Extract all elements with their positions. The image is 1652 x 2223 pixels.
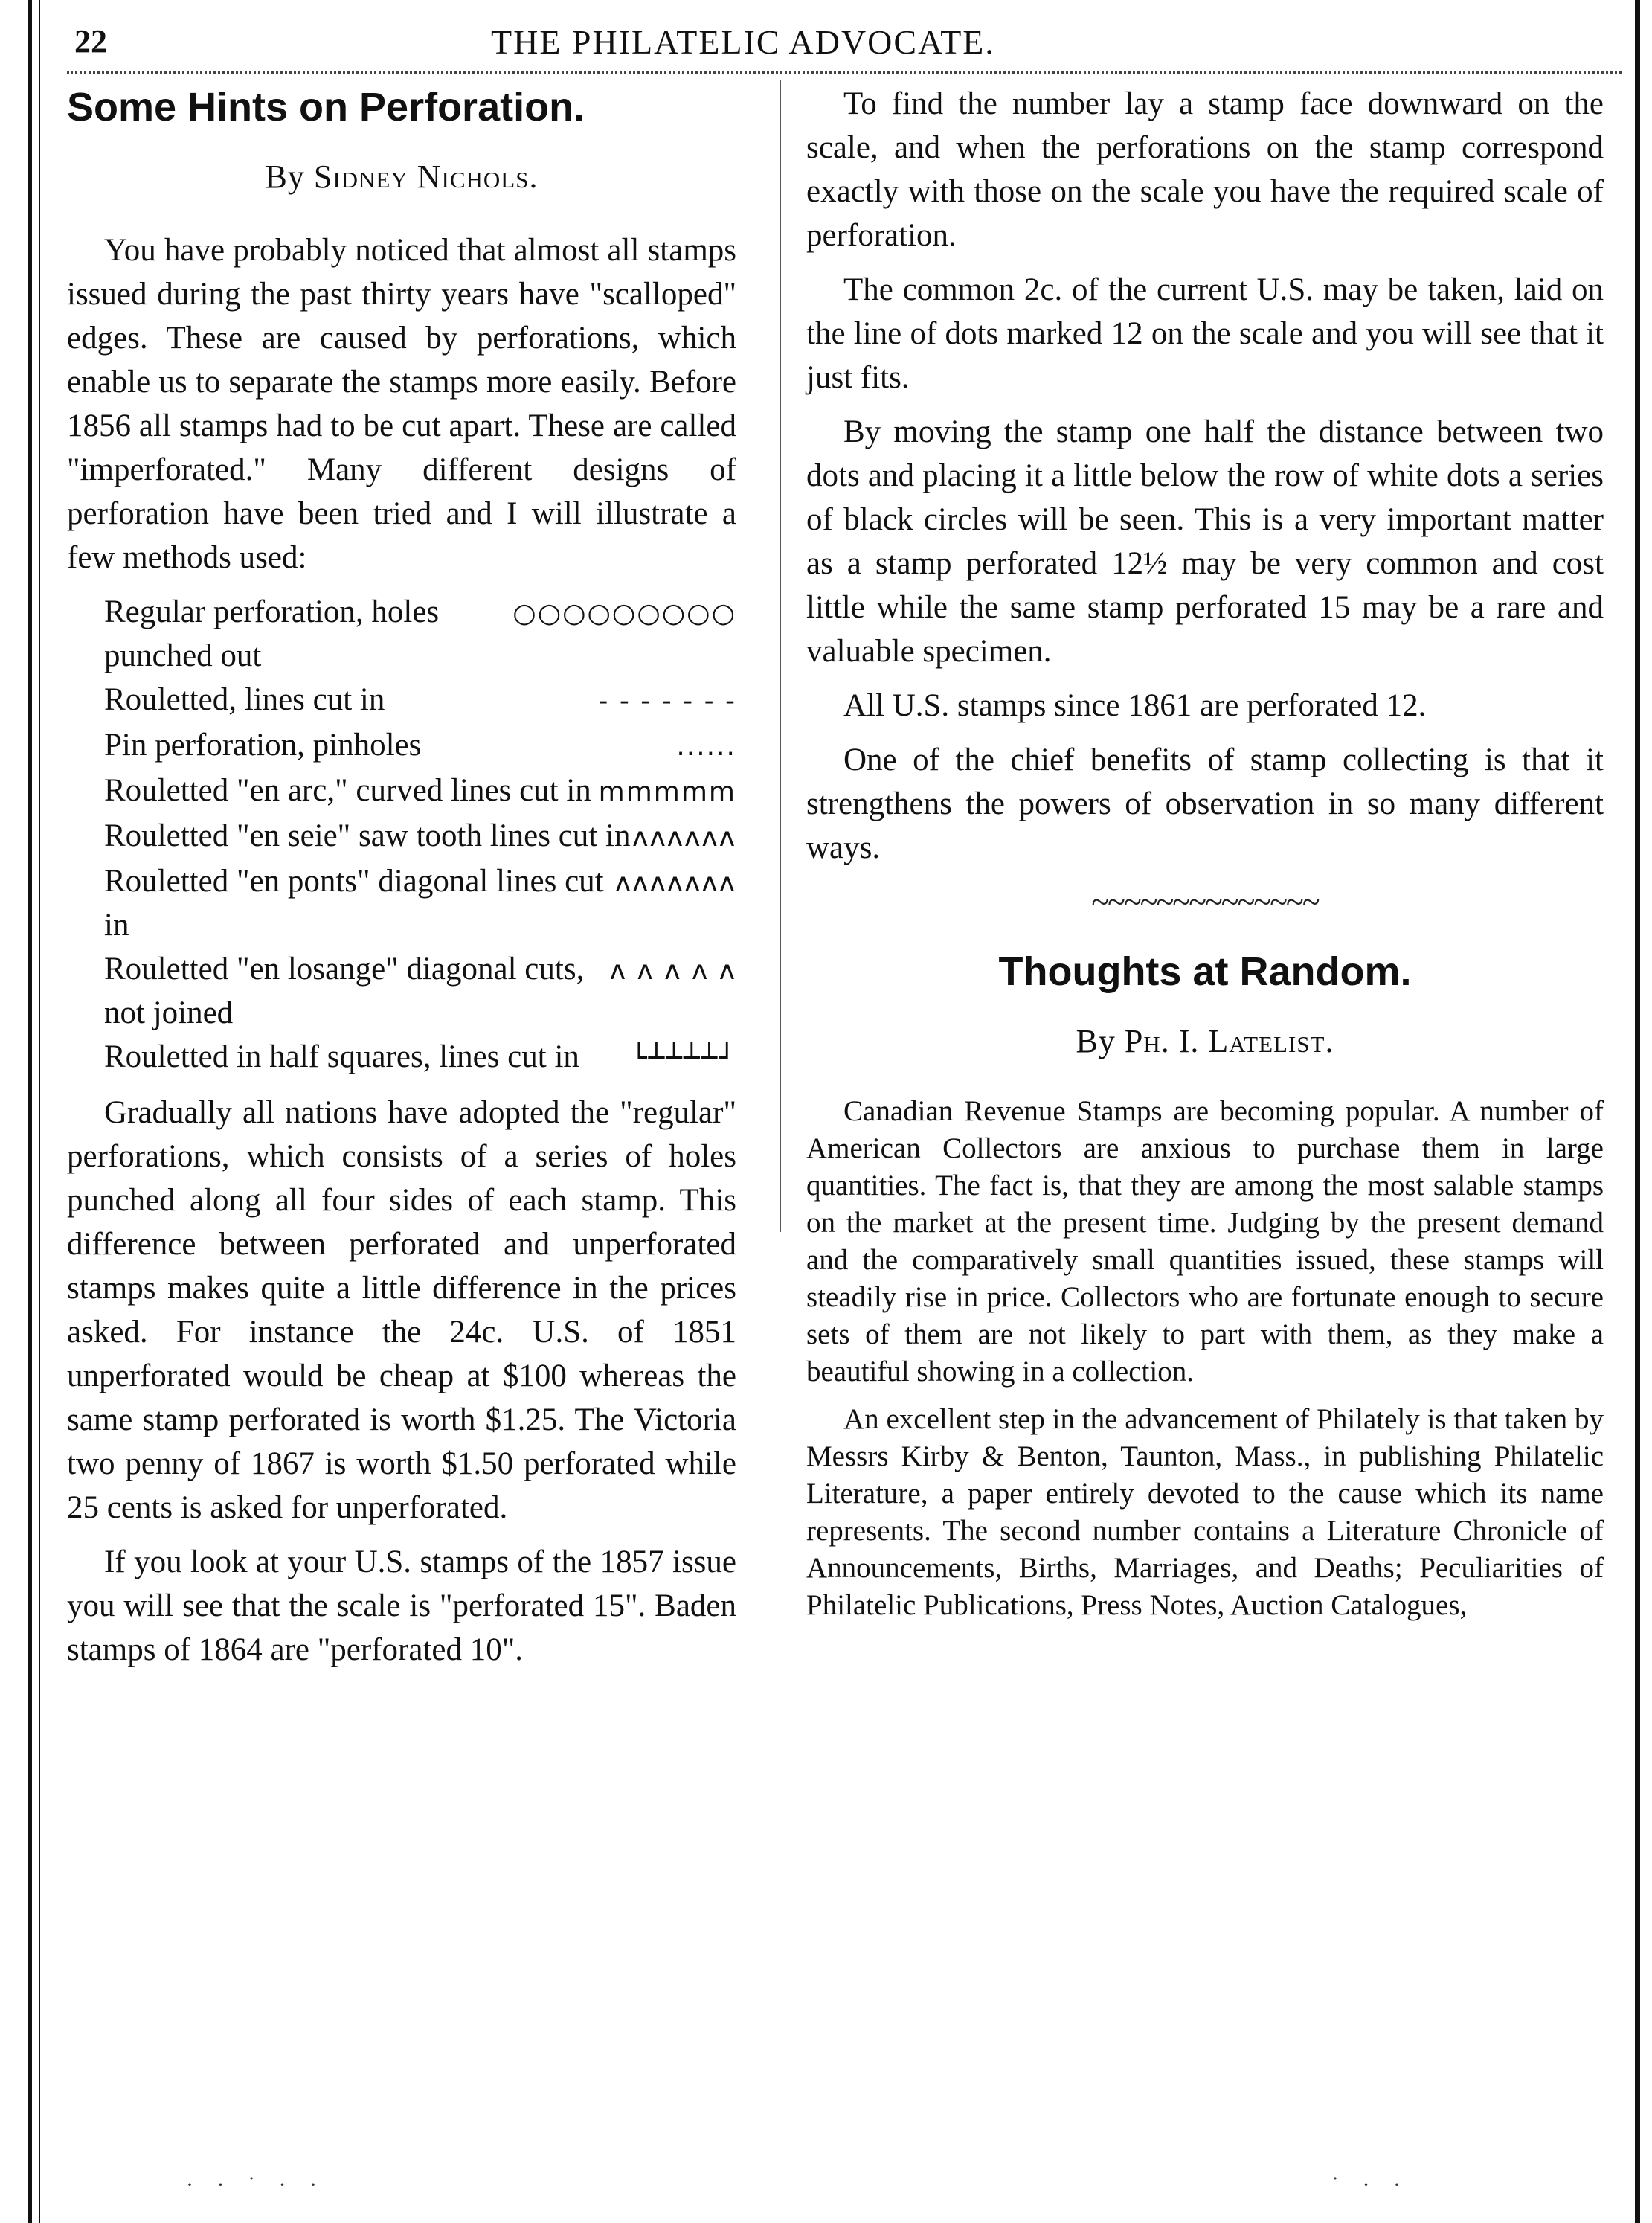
method-symbol: - - - - - - - (598, 686, 736, 716)
thoughts-body (806, 1093, 1604, 1624)
article-title-thoughts: Thoughts at Random. (998, 949, 1412, 994)
paragraph-excellent-step: An excellent step in the advancement of Philately is that taken by Messrs Kirby & Benton, Taunton, Mass., in publishing Philatelic Literature, a paper entirely devoted to the cause which its name represents. The second number contains a Literature Chronicle of Announcements, Births, Marriages, and Deaths; Peculiarities of Philatelic Publications, Press Notes, Auction Catalogues, (806, 1403, 1604, 1621)
perforation-method-en-arc (67, 769, 736, 814)
left-margin-rule (28, 0, 32, 2223)
paragraph-canadian-revenue: Canadian Revenue Stamps are becoming popular. A number of American Collectors are anxious to purchase them in large quantities. The fact is, that they are among the most salable stamps on the market at the present time. Judging by the present demand and the comparatively small quantities issued, these stamps will steadily rise in price. Collectors who are fortunate enough to secure sets of them are not likely to part with them, as they make a beautiful showing in a collection. (806, 1095, 1604, 1388)
byline-prefix: By (1076, 1023, 1116, 1059)
perforation-method-en-seie (67, 814, 736, 859)
method-symbol: ...... (676, 731, 736, 762)
perforation-method-half-squares (67, 1035, 736, 1080)
method-symbol: mmmmm (598, 777, 736, 807)
method-label: Rouletted "en seie" saw tooth lines cut in (104, 818, 631, 853)
method-symbol: ʌʌʌʌʌʌʌ (614, 867, 736, 898)
print-specks: ˙ · · (1331, 2172, 1410, 2197)
paragraph-common-2c: The common 2c. of the current U.S. may be taken, laid on the line of dots marked 12 on the scale and you will see that it just fits. (806, 272, 1604, 395)
left-column (67, 82, 736, 1682)
journal-title: THE PHILATELIC ADVOCATE. (491, 23, 995, 61)
paragraph-all-us: All U.S. stamps since 1861 are perforated 12. (843, 688, 1427, 723)
method-label: Rouletted "en losange" diagonal cuts, not joined (104, 952, 585, 1030)
paragraph-intro: You have probably noticed that almost all stamps issued during the past thirty years have "scalloped" edges. These are caused by perforations, which enable us to separate the stamps more easily. Before 1856 all stamps had to be cut apart. These are called "imperforated." Many different designs of perforation have been tried and I will illustrate a few methods used: (67, 233, 736, 575)
paragraph-by-moving: By moving the stamp one half the distance between two dots and placing it a little below the row of white dots a series of black circles will be seen. This is a very important matter as a stamp perforated 12½ may be very common and cost little while the same stamp perforated 15 may be a rare and valuable specimen. (806, 414, 1604, 669)
paragraph-to-find: To find the number lay a stamp face downward on the scale, and when the perforations on the stamp correspond exactly with those on the scale you have the required scale of perforation. (806, 86, 1604, 253)
method-symbol: ʌʌʌʌʌʌ (632, 822, 736, 853)
print-specks: · · ˙ · · (186, 2172, 326, 2197)
perforation-method-regular (67, 590, 736, 678)
page-number: 22 (74, 23, 107, 60)
paragraph-one-of: One of the chief benefits of stamp collecting is that it strengthens the powers of observation in so many different ways. (806, 742, 1604, 865)
method-symbol: ○○○○○○○○○ (512, 598, 736, 629)
method-label: Rouletted in half squares, lines cut in (104, 1039, 579, 1074)
method-label: Rouletted, lines cut in (104, 682, 385, 717)
article-title-perforation: Some Hints on Perforation. (67, 85, 585, 129)
method-symbol: ʌ ʌ ʌ ʌ ʌ (609, 955, 736, 986)
section-divider-wavy: ~~~~~~~~~~~~~~ (1091, 884, 1319, 920)
perforation-method-en-ponts (67, 859, 736, 947)
method-label: Regular perforation, holes punched out (104, 594, 440, 673)
author-name: Ph. I. Latelist. (1124, 1023, 1334, 1059)
article-byline-perforation (67, 155, 736, 199)
author-name: Sidney Nichols. (313, 158, 539, 195)
paragraph-if-you-look: If you look at your U.S. stamps of the 1857 issue you will see that the scale is "perforated 15". Baden stamps of 1864 are "perforated 10". (67, 1544, 736, 1667)
method-label: Rouletted "en arc," curved lines cut in (104, 773, 591, 808)
right-column (806, 82, 1604, 1635)
perforation-method-pin (67, 723, 736, 769)
right-margin-rule (1635, 0, 1640, 2223)
header-rule (67, 71, 1622, 74)
left-margin-rule-inner (39, 0, 40, 2223)
perforation-method-en-losange (67, 947, 736, 1035)
page-header (74, 22, 1607, 67)
article-byline-thoughts (806, 1019, 1604, 1063)
paragraph-gradually: Gradually all nations have adopted the "regular" perforations, which consists of a series of holes punched along all four sides of each stamp. This difference between perforated and unperforated stamps makes quite a little difference in the prices asked. For instance the 24c. U.S. of 1851 unperforated would be cheap at $100 whereas the same stamp perforated is worth $1.25. The Victoria two penny of 1867 is worth $1.50 perforated while 25 cents is asked for unperforated. (67, 1095, 736, 1525)
byline-prefix: By (265, 158, 305, 195)
method-symbol: └┴┴┴┴┘ (630, 1043, 736, 1074)
perforation-method-rouletted (67, 678, 736, 723)
method-label: Rouletted "en ponts" diagonal lines cut in (104, 864, 604, 943)
column-divider (780, 80, 781, 1232)
method-label: Pin perforation, pinholes (104, 728, 422, 763)
perforation-methods-list (67, 590, 736, 1080)
